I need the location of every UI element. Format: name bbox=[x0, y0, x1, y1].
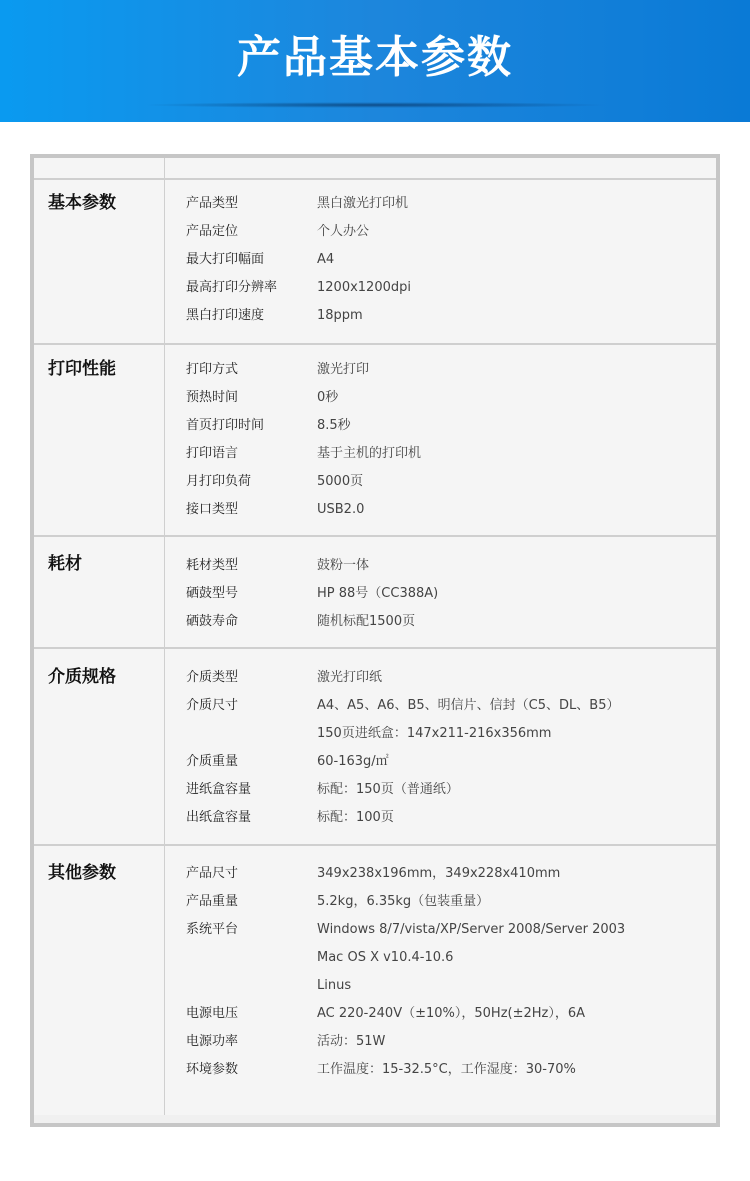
spec-value: 活动：51W bbox=[317, 1034, 386, 1049]
spec-label: 打印语言 bbox=[186, 446, 239, 461]
spec-value: Windows 8/7/vista/XP/Server 2008/Server 2003 bbox=[317, 922, 626, 937]
spec-value: Linus bbox=[317, 978, 352, 993]
spec-value: A4 bbox=[317, 252, 335, 267]
spec-value: 349x238x196mm，349x228x410mm bbox=[317, 866, 561, 881]
spec-label: 产品重量 bbox=[186, 894, 239, 909]
spec-value: AC 220-240V（±10%），50Hz(±2Hz），6A bbox=[317, 1006, 586, 1021]
table-bottom-padding bbox=[34, 1115, 716, 1123]
spec-label: 硒鼓型号 bbox=[186, 586, 239, 601]
spec-value: Mac OS X v10.4-10.6 bbox=[317, 950, 454, 965]
section-title-basic: 基本参数 bbox=[48, 193, 116, 213]
spec-label: 耗材类型 bbox=[186, 558, 239, 573]
spec-label: 产品尺寸 bbox=[186, 866, 239, 881]
spec-label: 最高打印分辨率 bbox=[186, 280, 278, 295]
spec-label: 首页打印时间 bbox=[186, 418, 265, 433]
section-title-print-performance: 打印性能 bbox=[48, 359, 116, 379]
spec-value: 5.2kg，6.35kg（包装重量） bbox=[317, 894, 490, 909]
spec-label: 黑白打印速度 bbox=[186, 308, 265, 323]
spec-value: 1200x1200dpi bbox=[317, 280, 411, 295]
spec-label: 介质重量 bbox=[186, 754, 239, 769]
spec-value: 个人办公 bbox=[317, 224, 370, 239]
table-divider bbox=[34, 647, 716, 649]
spec-value: 随机标配1500页 bbox=[317, 614, 416, 629]
spec-label: 电源电压 bbox=[186, 1006, 239, 1021]
spec-label: 系统平台 bbox=[186, 922, 239, 937]
spec-label: 产品类型 bbox=[186, 196, 239, 211]
spec-label: 电源功率 bbox=[186, 1034, 239, 1049]
spec-value: 激光打印 bbox=[317, 362, 370, 377]
header-banner bbox=[0, 0, 750, 122]
spec-label: 进纸盒容量 bbox=[186, 782, 252, 797]
spec-value: 激光打印纸 bbox=[317, 670, 383, 685]
spec-label: 产品定位 bbox=[186, 224, 239, 239]
spec-value: 黑白激光打印机 bbox=[317, 196, 409, 211]
spec-value: A4、A5、A6、B5、明信片、信封（C5、DL、B5） bbox=[317, 698, 620, 713]
spec-label: 介质尺寸 bbox=[186, 698, 239, 713]
banner-shadow-decoration bbox=[140, 102, 610, 108]
spec-value: 8.5秒 bbox=[317, 418, 351, 433]
spec-label: 最大打印幅面 bbox=[186, 252, 265, 267]
spec-value: 60-163g/㎡ bbox=[317, 754, 389, 769]
spec-label: 硒鼓寿命 bbox=[186, 614, 239, 629]
spec-value: 工作温度：15-32.5°C，工作湿度：30-70% bbox=[317, 1062, 576, 1077]
spec-value: 150页进纸盒：147x211-216x356mm bbox=[317, 726, 552, 741]
spec-label: 介质类型 bbox=[186, 670, 239, 685]
section-title-media: 介质规格 bbox=[48, 667, 116, 687]
spec-value: 18ppm bbox=[317, 308, 363, 323]
table-divider bbox=[34, 178, 716, 180]
page-title: 产品基本参数 bbox=[237, 32, 513, 83]
spec-label: 出纸盒容量 bbox=[186, 810, 252, 825]
section-title-consumables: 耗材 bbox=[48, 554, 82, 574]
table-divider bbox=[34, 535, 716, 537]
spec-label: 预热时间 bbox=[186, 390, 239, 405]
table-divider bbox=[34, 343, 716, 345]
spec-value: 基于主机的打印机 bbox=[317, 446, 422, 461]
spec-value: 标配：150页（普通纸） bbox=[317, 782, 459, 797]
section-title-other: 其他参数 bbox=[48, 863, 116, 883]
spec-label: 月打印负荷 bbox=[186, 474, 252, 489]
spec-value: 标配：100页 bbox=[317, 810, 394, 825]
spec-value: HP 88号（CC388A) bbox=[317, 586, 439, 601]
column-divider bbox=[164, 158, 165, 1123]
table-divider bbox=[34, 844, 716, 846]
spec-value: 鼓粉一体 bbox=[317, 558, 370, 573]
spec-label: 环境参数 bbox=[186, 1062, 239, 1077]
spec-value: 5000页 bbox=[317, 474, 364, 489]
spec-table bbox=[30, 154, 720, 1127]
spec-label: 打印方式 bbox=[186, 362, 239, 377]
spec-value: USB2.0 bbox=[317, 502, 365, 517]
spec-value: 0秒 bbox=[317, 390, 339, 405]
spec-label: 接口类型 bbox=[186, 502, 239, 517]
